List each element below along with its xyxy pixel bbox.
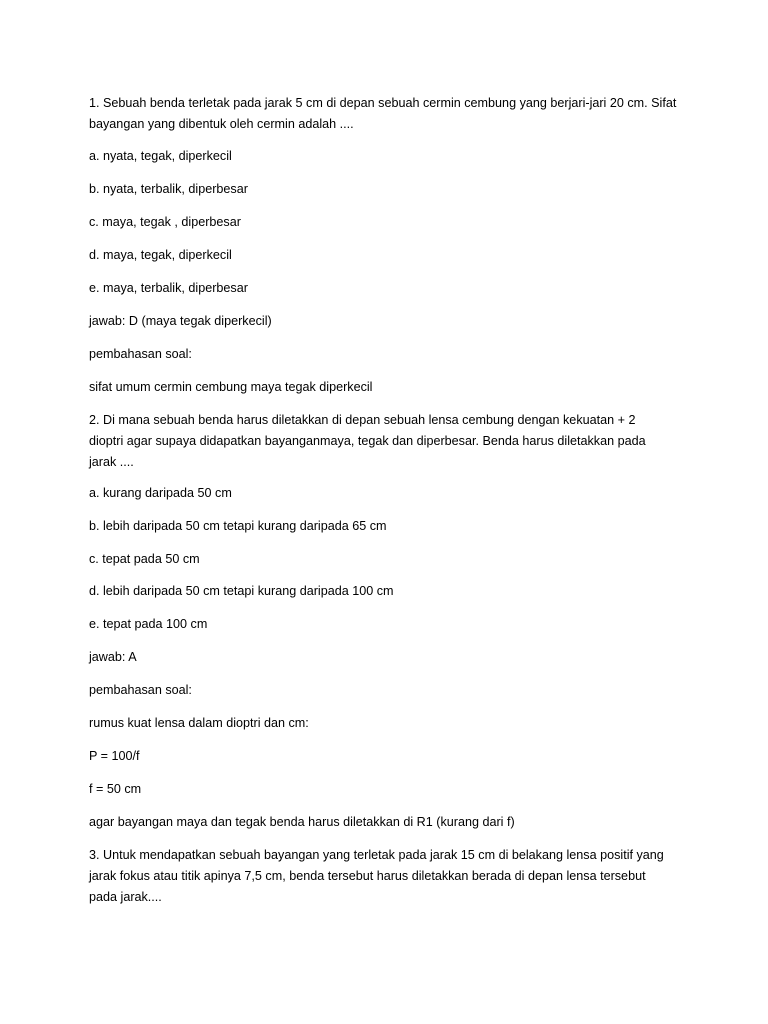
q2-discussion-line-1: rumus kuat lensa dalam dioptri dan cm: [89,716,309,730]
q3-question-line-3: pada jarak.... [89,890,162,904]
q2-option-d: d. lebih daripada 50 cm tetapi kurang daripada 100 cm [89,584,394,598]
q2-discussion-line-2: P = 100/f [89,749,140,763]
q1-option-b: b. nyata, terbalik, diperbesar [89,182,248,196]
q1-option-e: e. maya, terbalik, diperbesar [89,281,248,295]
q2-option-c: c. tepat pada 50 cm [89,552,200,566]
q3-question-line-2: jarak fokus atau titik apinya 7,5 cm, benda tersebut harus diletakkan berada di depan lensa tersebut [89,869,646,883]
q2-option-a: a. kurang daripada 50 cm [89,486,232,500]
q3-question-line-1: 3. Untuk mendapatkan sebuah bayangan yang terletak pada jarak 15 cm di belakang lensa positif yang [89,848,664,862]
q2-question-line-2: dioptri agar supaya didapatkan bayanganmaya, tegak dan diperbesar. Benda harus diletakkan pada [89,434,646,448]
q1-question-line-1: 1. Sebuah benda terletak pada jarak 5 cm di depan sebuah cermin cembung yang berjari-jari 20 cm. Sifat [89,96,677,110]
q1-option-c: c. maya, tegak , diperbesar [89,215,241,229]
q2-discussion-line-4: agar bayangan maya dan tegak benda harus diletakkan di R1 (kurang dari f) [89,815,515,829]
q2-option-b: b. lebih daripada 50 cm tetapi kurang daripada 65 cm [89,519,387,533]
q2-answer: jawab: A [89,650,137,664]
q1-option-a: a. nyata, tegak, diperkecil [89,149,232,163]
q2-question-line-1: 2. Di mana sebuah benda harus diletakkan di depan sebuah lensa cembung dengan kekuatan + 2 [89,413,636,427]
q1-discussion: sifat umum cermin cembung maya tegak diperkecil [89,380,373,394]
q1-discussion-label: pembahasan soal: [89,347,192,361]
q1-option-d: d. maya, tegak, diperkecil [89,248,232,262]
q1-answer: jawab: D (maya tegak diperkecil) [89,314,272,328]
q2-discussion-label: pembahasan soal: [89,683,192,697]
q1-question-line-2: bayangan yang dibentuk oleh cermin adalah .... [89,117,354,131]
q2-option-e: e. tepat pada 100 cm [89,617,208,631]
q2-discussion-line-3: f = 50 cm [89,782,142,796]
q2-question-line-3: jarak .... [89,455,134,469]
